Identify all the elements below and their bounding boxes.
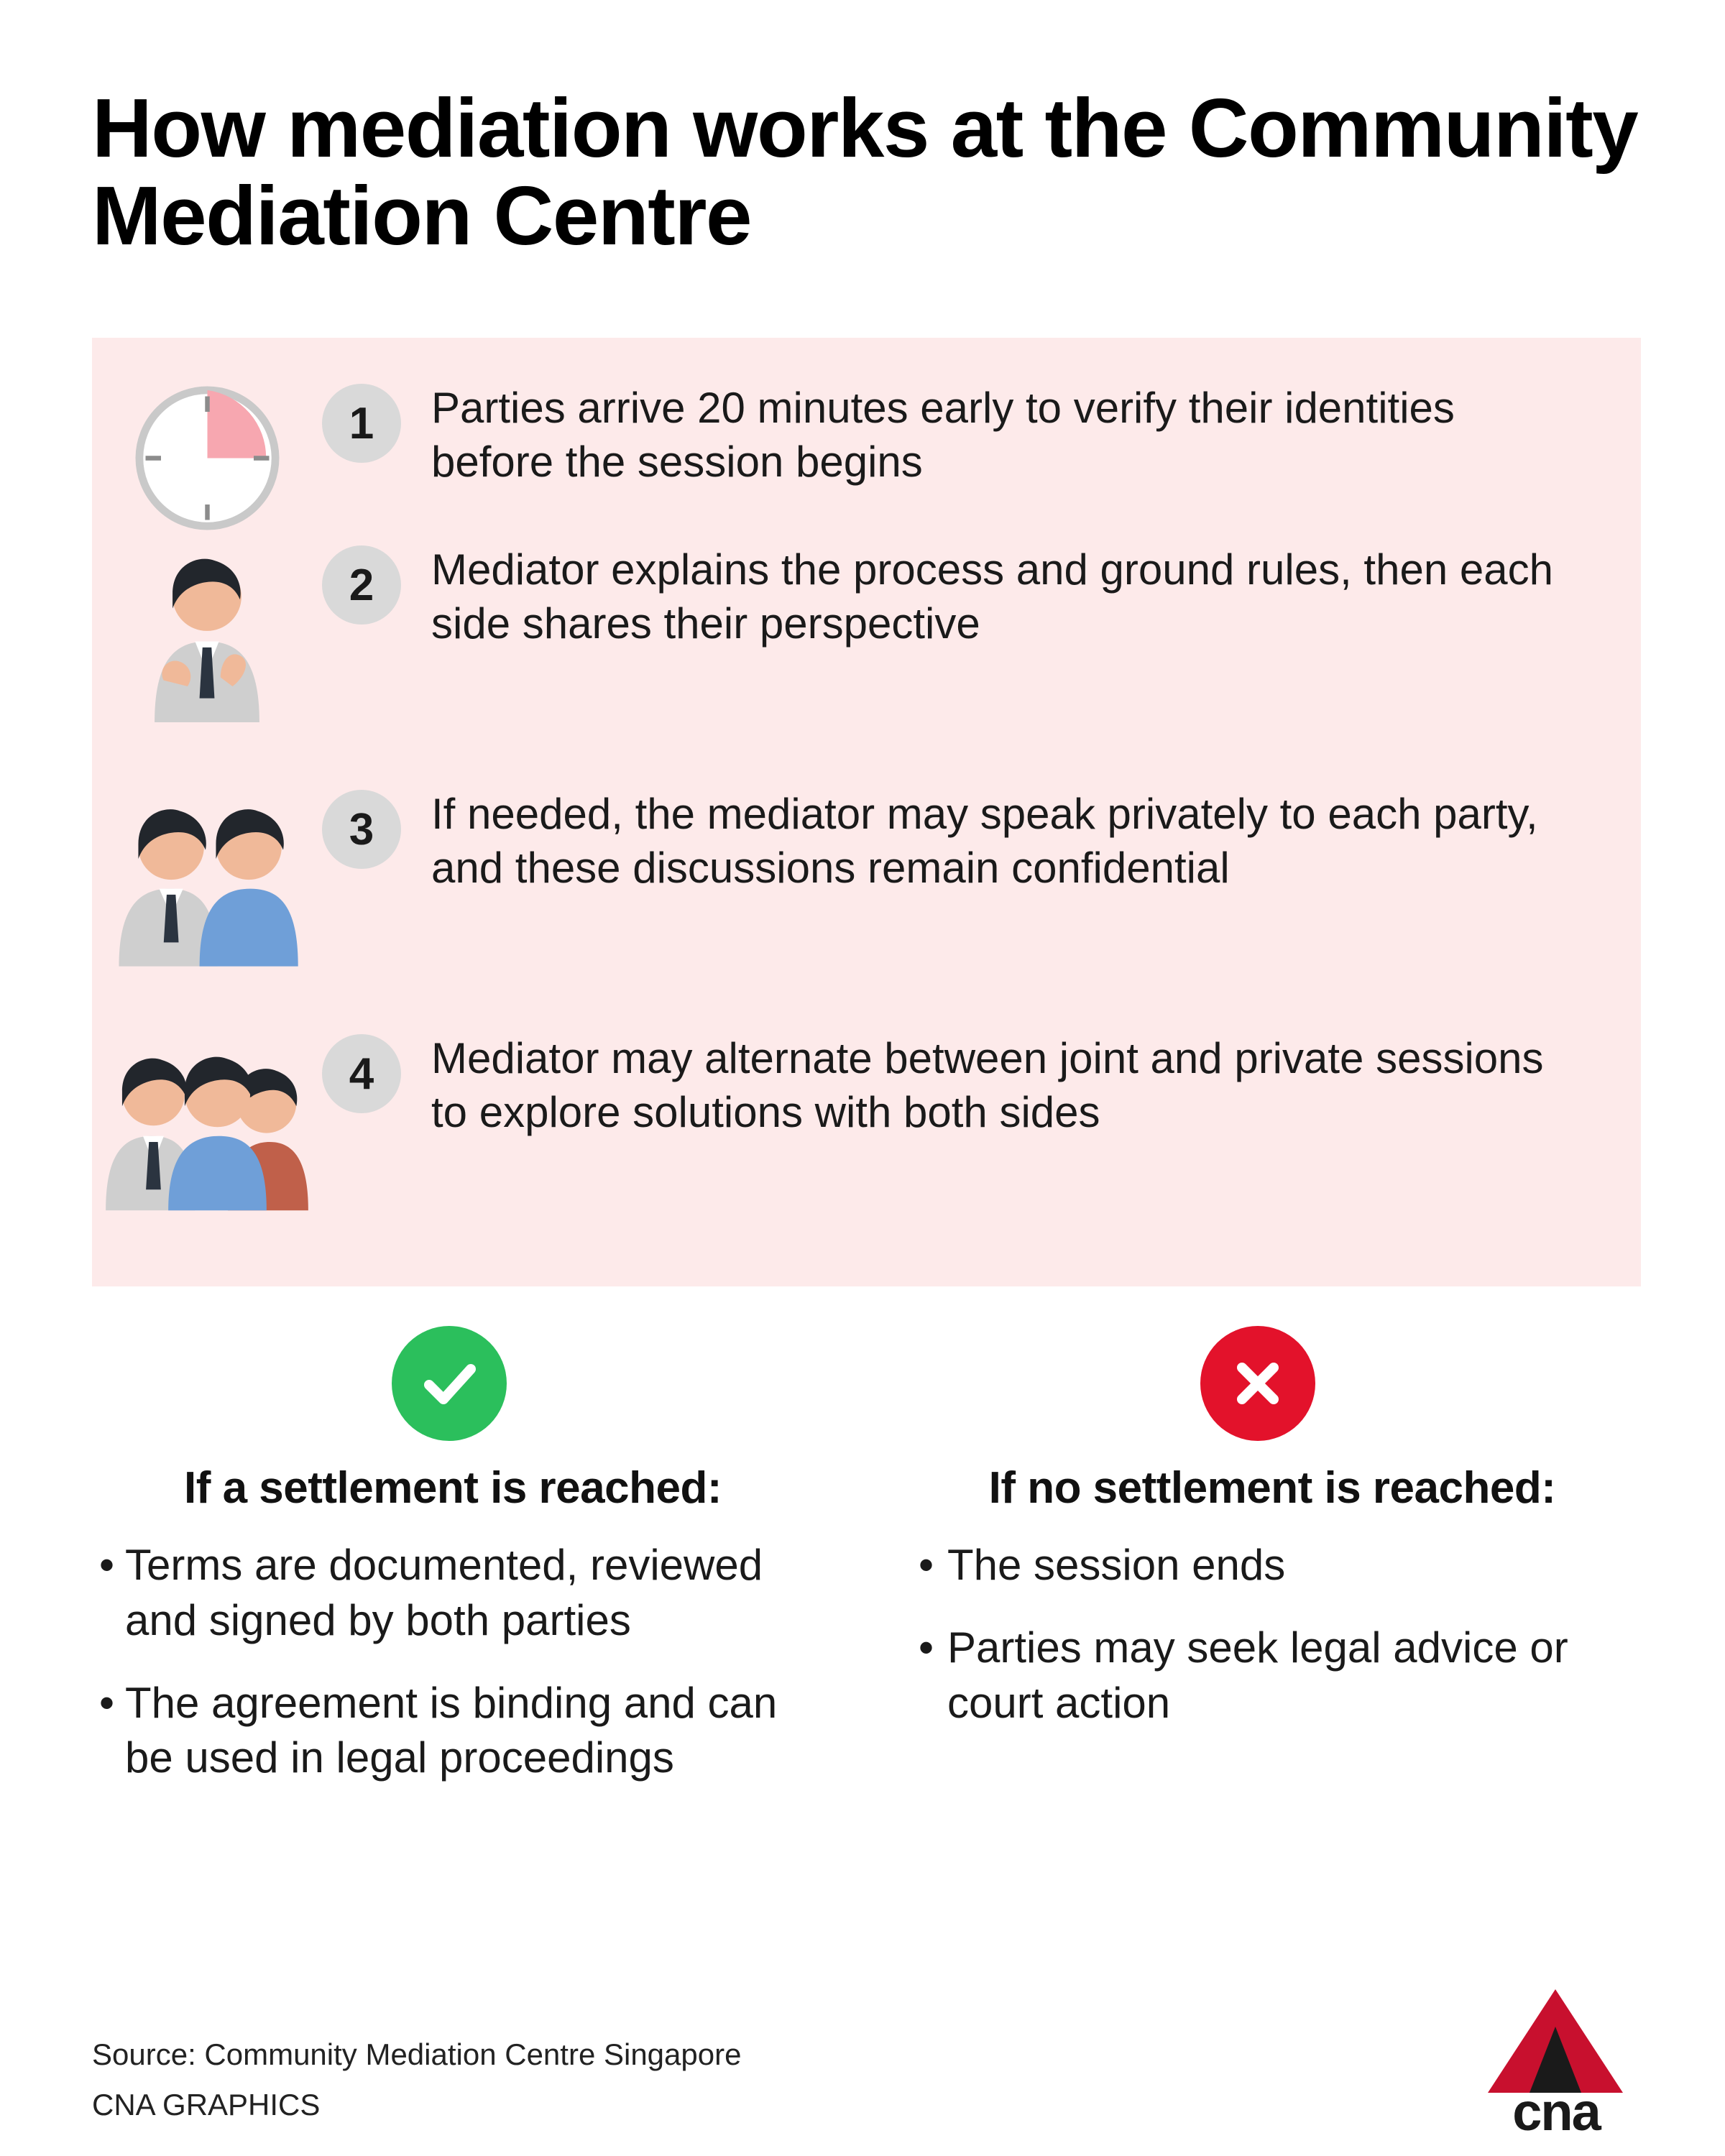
step-text: Mediator explains the process and ground rules, then each side shares their perspective <box>431 545 1553 648</box>
step-row <box>92 1031 1641 1211</box>
list-item: • Parties may seek legal advice or court action <box>913 1621 1632 1731</box>
clock-icon <box>92 381 322 535</box>
page-title: How mediation works at the Community Mediation Centre <box>92 80 1638 262</box>
step-number: 2 <box>322 545 401 625</box>
step-row <box>92 787 1641 967</box>
cna-logo <box>1473 1984 1639 2142</box>
step-number: 3 <box>322 790 401 869</box>
mediator-person-icon <box>92 543 322 722</box>
step-number: 1 <box>322 384 401 463</box>
outcome-no-settlement <box>913 1462 1632 1758</box>
list-item: • Terms are documented, reviewed and signed by both parties <box>93 1538 812 1649</box>
step-text: Parties arrive 20 minutes early to verify their identities before the session begins <box>431 384 1455 486</box>
outcome-heading: If a settlement is reached: <box>184 1463 722 1513</box>
step-number: 4 <box>322 1034 401 1113</box>
source-text: Source: Community Mediation Centre Singapore <box>92 2037 742 2071</box>
step-text: If needed, the mediator may speak privately to each party, and these discussions remain confidential <box>431 790 1538 892</box>
check-circle-icon <box>392 1326 507 1441</box>
three-people-icon <box>92 1031 322 1211</box>
step-row <box>92 381 1641 535</box>
outcome-list <box>93 1538 812 1786</box>
outcome-settlement <box>93 1462 812 1813</box>
step-row <box>92 543 1641 722</box>
cross-circle-icon <box>1200 1326 1315 1441</box>
list-item: • The agreement is binding and can be used in legal proceedings <box>93 1676 812 1787</box>
cna-wordmark: cna <box>1512 2082 1600 2142</box>
step-text: Mediator may alternate between joint and private sessions to explore solutions with both sides <box>431 1034 1544 1136</box>
two-people-icon <box>92 787 322 967</box>
credit-text: CNA GRAPHICS <box>92 2088 321 2122</box>
list-item: • The session ends <box>913 1538 1632 1593</box>
steps-panel <box>92 338 1641 1286</box>
outcome-list <box>913 1538 1632 1731</box>
outcome-heading: If no settlement is reached: <box>988 1463 1556 1513</box>
